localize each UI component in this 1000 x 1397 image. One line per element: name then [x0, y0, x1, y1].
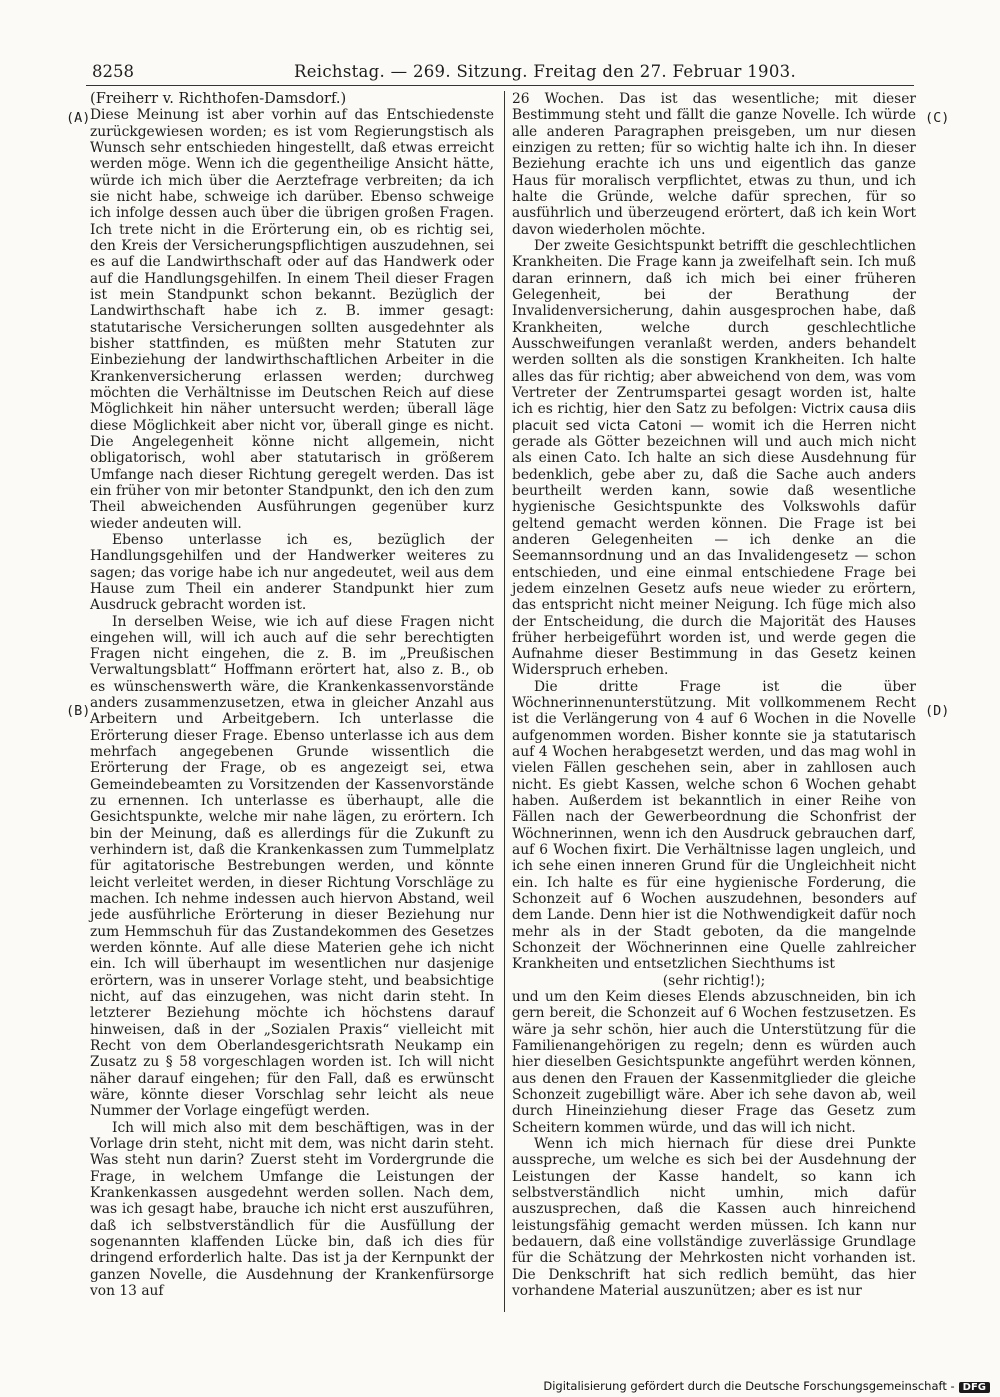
column-divider	[504, 91, 505, 1312]
paragraph-text: Der zweite Gesichtspunkt betrifft die geschlechtlichen Krankheiten. Die Frage kann ja zweifelhaft sein. Ich muß daran erinnern, daß ich mich bei einer früheren Gelegenheit, bei der Berathung der Invalidenversicherung, dahin ausgesprochen habe, daß Krankheiten, welche durch geschlechtliche Ausschweifungen veranlaßt werden, anders behandelt werden sollten als die sonstigen Krankheiten. Ich halte alles das für richtig; aber abweichend von dem, was vom Vertreter der Zentrumspartei gesagt worden ist, halte ich es richtig, hier den Satz zu befolgen:	[512, 237, 916, 418]
interjection: (sehr richtig!);	[662, 972, 766, 989]
paragraph: Ebenso unterlasse ich es, bezüglich der Handlungsgehilfen und der Handwerker weiteres zu sagen; das vorige habe ich nur angedeutet, weil aus dem Hause zum Theil ein anderer Standpunkt hier zum Ausdruck gebracht worden ist.	[90, 531, 494, 614]
paragraph: Ich will mich also mit dem beschäftigen, was in der Vorlage drin steht, nicht mit dem, was nicht darin steht. Was steht nun darin? Zuerst steht im Vordergrunde die Frage, in welchem Umfange die Leistungen der Krankenkassen ausgedehnt werden sollen. Nach dem, was ich gesagt habe, brauche ich nicht erst auszuführen, daß ich selbstverständlich für die Ausfüllung der sogenannten klaffenden Lücke bin, daß ich dies für dringend erforderlich halte. Das ist ja der Kernpunkt der ganzen Novelle, die Ausdehnung der Krankenfürsorge von 13 auf	[90, 1119, 494, 1299]
paragraph: und um den Keim dieses Elends abzuschneiden, bin ich gern bereit, die Schonzeit auf 6 Wochen festzusetzen. Es wäre ja sehr schön, hier auch die Unterstützung für die Familienangehörigen zu regeln; denn es würden auch hier dieselben Gesichtspunkte angeführt werden können, aus denen den Frauen der Kassenmitglieder die gleiche Schonzeit zugebilligt wäre. Aber ich sehe davon ab, weil durch Hineinziehung dieser Frage das Gesetz zum Scheitern kommen würde, und das will ich nicht.	[512, 989, 916, 1136]
paragraph: Die dritte Frage ist die über Wöchnerinnenunterstützung. Mit vollkommenem Recht ist die Verlängerung von 4 auf 6 Wochen in die Novelle aufgenommen worden. Bisher konnte sie ja statutarisch auf 4 Wochen herabgesetzt werden, und das mag wohl in vielen Fällen geschehen sein, aber in zahllosen auch nicht. Es giebt Kassen, welche schon 6 Wochen gehabt haben. Außerdem ist bekanntlich in einer Reihe von Fällen nach der Gewerbeordnung die Schonfrist der Wöchnerinnen, wenn ich den Ausdruck gebrauchen darf, auf 6 Wochen fixirt. Die Verhältnisse lagen ungleich, und ich sehe einen inneren Grund für die Ungleichheit nicht ein. Ich halte es für eine hygienische Forderung, die Schonzeit auf 6 Wochen auszudehnen, besonders auf dem Lande. Denn hier ist die Nothwendigkeit dafür noch mehr als in der Stadt geboten, da die mangelnde Schonzeit der Wöchnerinnen eine Quelle zahlreicher Krankheiten und entsetzlichen Siechthums ist	[512, 678, 916, 973]
right-column	[512, 91, 916, 1299]
left-column	[90, 91, 494, 1299]
header-rule	[86, 85, 914, 86]
paragraph: Wenn ich mich hiernach für diese drei Punkte ausspreche, um welche es sich bei der Ausdehnung der Leistungen der Kasse handelt, so kann ich selbstverständlich nicht umhin, mich dafür auszusprechen, daß die Kassen auch hinreichend leistungsfähig gemacht werden müssen. Ich kann nur bedauern, daß eine vollständige zuverlässige Grundlage für die Schätzung der Mehrkosten nicht vorhanden ist. Die Denkschrift hat sich redlich bemüht, das hier vorhandene Material auszunützen; aber es ist nur	[512, 1136, 916, 1299]
paragraph: Diese Meinung ist aber vorhin auf das Entschiedenste zurückgewiesen worden; es ist vom Regierungstisch als Wunsch sehr entschieden hingestellt, daß etwas erreicht werden möge. Wenn ich die gegentheilige Ansicht hätte, würde ich mich über die Aerztefrage verbreiten; da ich sie nicht habe, schweige ich darüber. Ebenso schweige ich infolge dessen auch über die übrigen großen Fragen. Ich trete nicht in die Erörterung ein, ob es richtig sei, den Kreis der Versicherungspflichtigen auszudehnen, sei es auf die Landwirthschaft oder auf das Handwerk oder auf die Handlungsgehilfen. In einem Theil dieser Fragen ist mein Standpunkt schon bekannt. Bezüglich der Landwirthschaft habe ich z. B. immer gesagt: statutarische Versicherungen sollten ausgedehnter als bisher stattfinden, es müßten mehr Statuten zur Einbeziehung der landwirthschaftlichen Arbeiter in die Krankenversicherung erlassen werden; durchweg möchten die Verhältnisse im Deutschen Reich auf diese Möglichkeit hin näher untersucht werden; überall läge diese Möglichkeit aber nicht vor, überall ginge es nicht. Die Angelegenheit könne nicht allgemein, nicht obligatorisch, wohl aber statutarisch in größerem Umfange nach dieser Richtung geregelt werden. Das ist ein früher von mir betonter Standpunkt, den ich den zum Theil abweichenden Ausführungen gegenüber kurz wieder andeuten will.	[90, 107, 494, 532]
footer-text: Digitalisierung gefördert durch die Deutsche Forschungsgemeinschaft -	[543, 1379, 955, 1393]
paragraph: In derselben Weise, wie ich auf diese Fragen nicht eingehen will, will ich auch auf die sehr berechtigten Fragen nicht eingehen, die z. B. im „Preußischen Verwaltungsblatt“ Hoffmann erörtert hat, also z. B., ob es wünschenswerth wäre, die Krankenkassenvorstände anders zusammenzusetzen, etwa in gleicher Anzahl aus Arbeitern und Arbeitgebern. Ich unterlasse die Erörterung dieser Frage. Ebenso unterlasse ich aus dem mehrfach angegebenen Grunde wissentlich die Erörterung der Frage, ob es angezeigt sei, etwa Gemeindebeamten zu Vorsitzenden der Kassenvorstände zu ernennen. Ich unterlasse es überhaupt, alle die Gesichtspunkte, welche mir nahe lägen, zu erörtern. Ich bin der Meinung, daß es allerdings für die Zukunft zu verhindern ist, daß die Krankenkassen zum Tummelplatz für agitatorische Bestrebungen werden, und könnte leicht verleitet werden, in dieser Richtung Vorschläge zu machen. Ich nehme indessen auch hiervon Abstand, weil jede ausführliche Erörterung in dieser Beziehung nur zum Hemmschuh für das Zustandekommen des Gesetzes werden könnte. Auf alle diese Materien gehe ich nicht ein. Ich will überhaupt im wesentlichen nur dasjenige erörtern, was in unserer Vorlage steht, und beabsichtige nicht, auf das einzugehen, was nicht darin steht. In letzterer Beziehung möchte ich höchstens darauf hinweisen, daß in der „Sozialen Praxis“ vielleicht mit Recht von dem Oberlandesgerichtsrath Neukamp ein Zusatz zu § 58 vorgeschlagen worden ist. Ich will nicht näher darauf eingehen; für den Fall, daß es erwünscht wäre, könnte dieser Vorschlag sehr leicht als neue Nummer der Vorlage eingefügt werden.	[90, 613, 494, 1120]
latin-quote: Victrix causa diis placuit sed victa Catoni	[512, 401, 916, 434]
margin-marker-b: (B)	[66, 703, 91, 719]
paragraph	[512, 238, 916, 679]
running-title: Reichstag. — 269. Sitzung. Freitag den 27. Februar 1903.	[294, 62, 796, 81]
page-header	[86, 62, 914, 84]
footer-credit	[543, 1379, 990, 1393]
page-number: 8258	[92, 62, 134, 81]
dfg-logo: DFG	[959, 1382, 990, 1393]
paragraph: 26 Wochen. Das ist das wesentliche; mit dieser Bestimmung steht und fällt die ganze Novelle. Ich würde alle anderen Paragraphen preisgeben, um nur diesen einzigen zu retten; für so wichtig halte ich ihn. In dieser Beziehung erachte ich uns und eigentlich das ganze Haus für moralisch verpflichtet, etwas zu thun, und ich halte die Gründe, welche dafür sprechen, für so ausführlich und überzeugend erörtert, daß ich kein Wort davon wiederholen möchte.	[512, 91, 916, 238]
margin-marker-a: (A)	[66, 110, 91, 126]
margin-marker-c: (C)	[925, 110, 950, 126]
paragraph-text: — womit ich die Herren nicht gerade als Götter bezeichnen will und auch mich nicht als einen Cato. Ich halte an sich diese Ausdehnung für bedenklich, gebe aber zu, daß die Sache auch anders beurtheilt werden kann, sowie daß wesentliche hygienische Gesichtspunkte des Volkswohls dafür geltend gemacht werden können. Die Frage ist bei anderen Gelegenheiten — ich denke an die Seemannsordnung und an das Invalidengesetz — schon entschieden, und eine einmal entschiedene Frage bei jedem einzelnen Gesetz aufs neue wieder zu erörtern, das entspricht nicht meiner Neigung. Ich füge mich also der Entscheidung, die durch die Majorität des Hauses früher herbeigeführt worden ist, und werde gegen die Aufnahme dieser Bestimmung in das Gesetz keinen Widerspruch erheben.	[512, 417, 916, 679]
speaker-name: (Freiherr v. Richthofen-Damsdorf.)	[90, 90, 347, 107]
margin-marker-d: (D)	[925, 703, 950, 719]
